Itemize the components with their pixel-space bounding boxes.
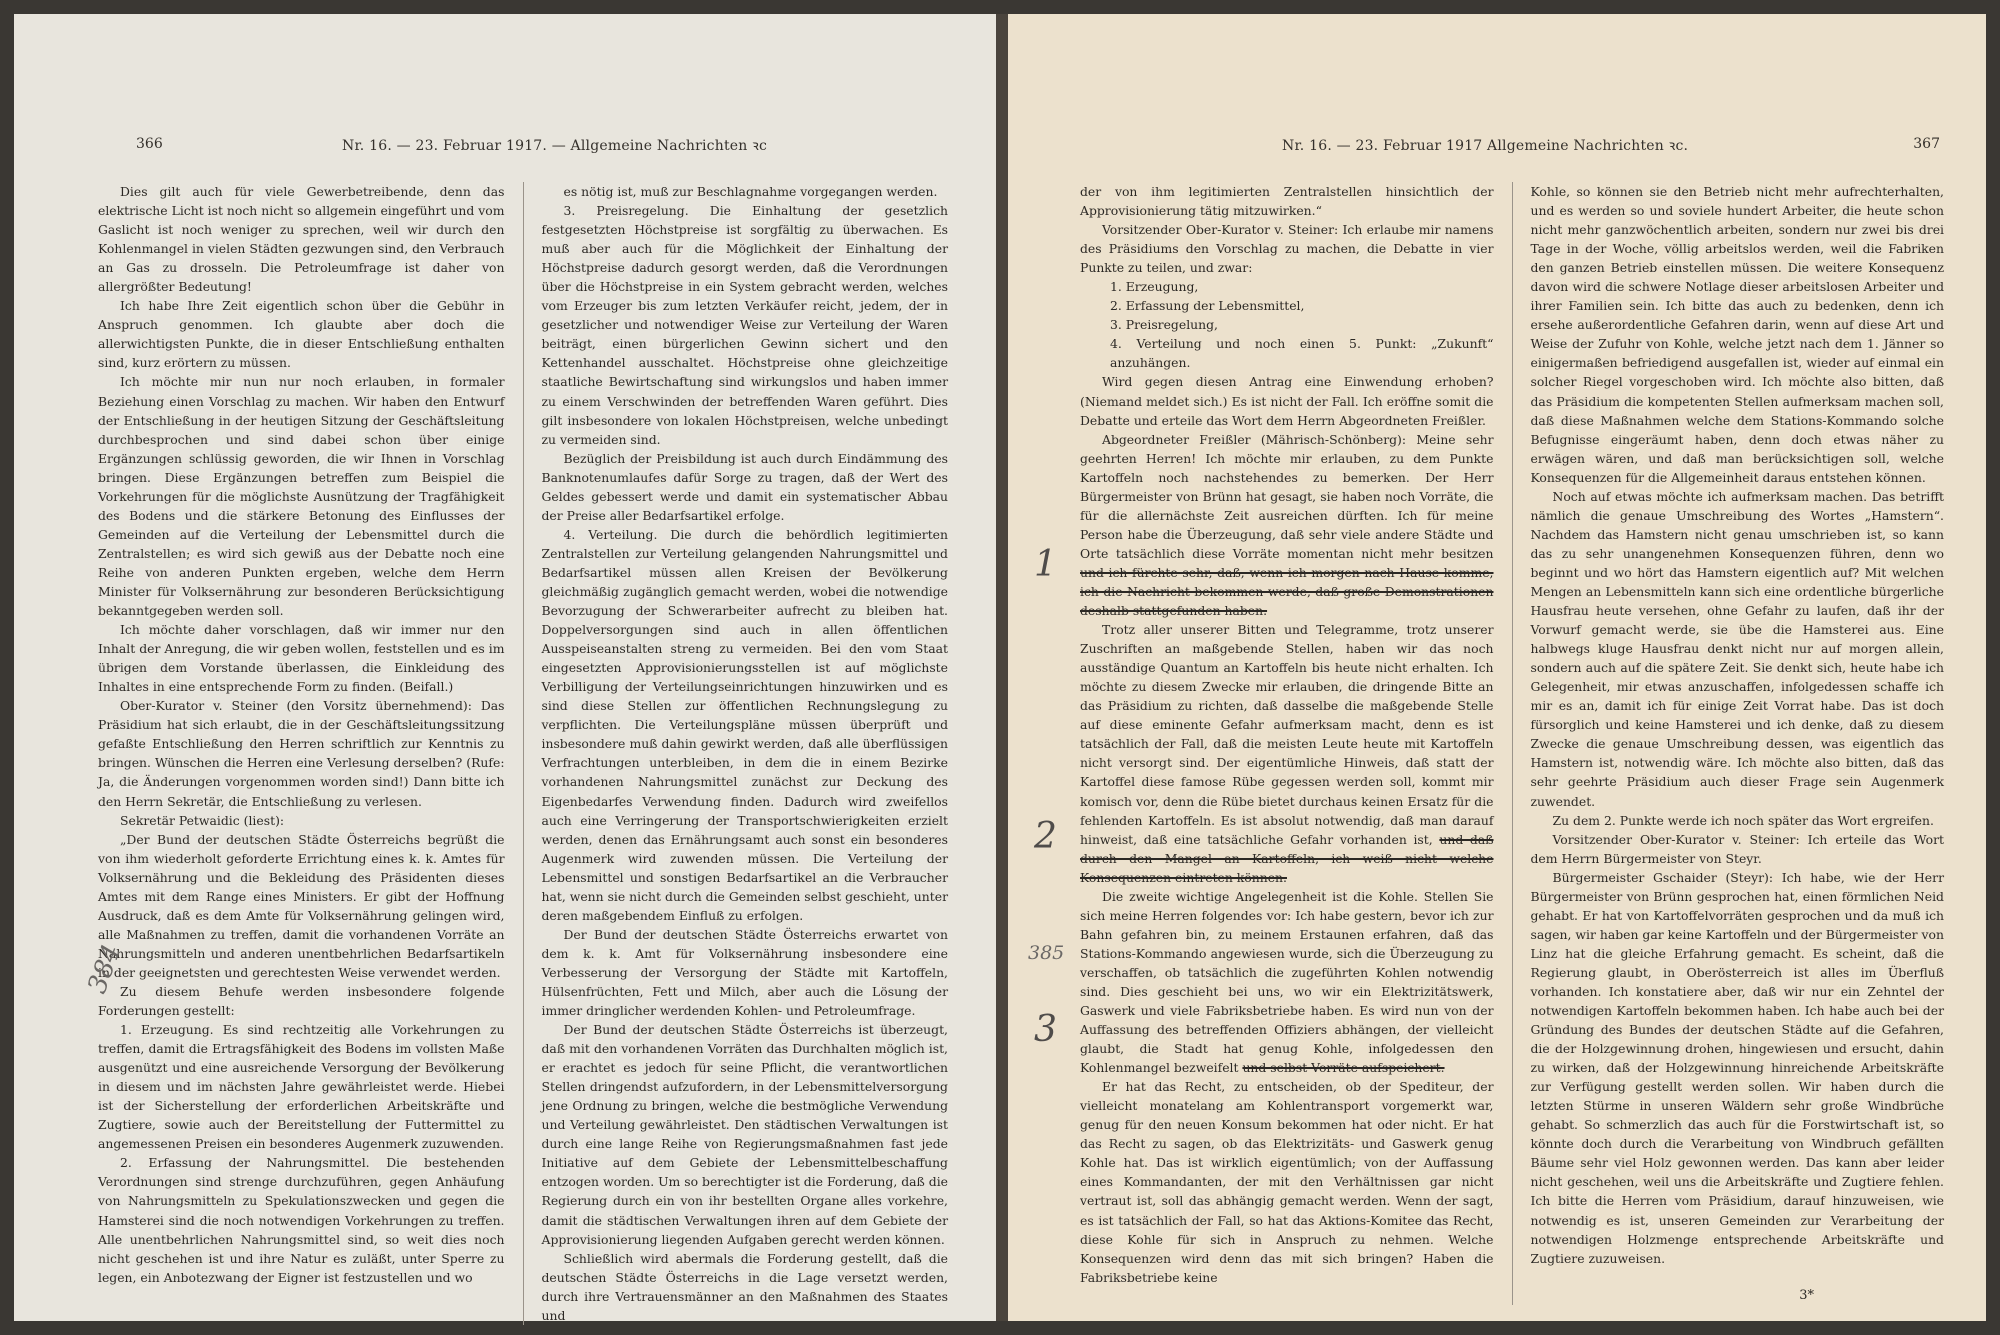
paragraph: Ich möchte daher vorschlagen, daß wir immer nur den Inhalt der Anregung, die wir geben wollen, feststellen und es im übrigen dem Vorstande überlassen, die Einkleidung des Inhaltes in eine entsprechende Form zu finden. (Beifall.): [98, 622, 505, 695]
right-page-header: [1242, 136, 1940, 160]
paragraph: Kohle, so können sie den Betrieb nicht mehr aufrechterhalten, und es werden so und soviele hundert Arbeiter, die heute schon nicht mehr ganzwöchentlich arbeiten, sondern nur zwei bis drei Tage in der Woche, völlig arbeitslos werden, weil die Fabriken den ganzen Betrieb einstellen müssen. Die weitere Konsequenz davon wird die schwere Notlage dieser arbeitslosen Arbeiter und ihrer Familien sein. Ich bitte das auch zu bedenken, denn ich ersehe außerordentliche Gefahren darin, wenn auf diese Art und Weise der Zufuhr von Kohle, welche jetzt nach dem 1. Jänner so einigermaßen befriedigend ausgefallen ist, wieder auf einmal ein solcher Riegel vorgeschoben wird. Ich möchte also bitten, daß das Präsidium die kompetenten Stellen aufmerksam machen soll, daß diese Maßnahmen welche dem Stations-Kommando solche Befugnisse eingeräumt haben, denn doch etwas näher zu erwägen wären, und daß man berücksichtigen soll, welche Konsequenzen für die Allgemeinheit daraus entstehen können.: [1530, 184, 1944, 485]
left-column-1: [98, 182, 505, 1325]
paragraph-text: Trotz aller unserer Bitten und Telegramme, trotz unserer Zuschriften an maßgebende Stellen, haben wir das noch ausständige Quantum an Kartoffeln bis heute nicht erhalten. Ich möchte zu diesem Zwecke mir erlauben, die dringende Bitte an das Präsidium zu richten, daß dasselbe die maßgebende Stelle auf diese eminente Gefahr aufmerksam macht, denn es ist tatsächlich der Fall, daß die meisten Leute heute mit Kartoffeln nicht versorgt sind. Der eigentümliche Hinweis, daß statt der Kartoffel diese famose Rübe gegessen werden soll, kommt mir komisch vor, denn die Rübe bietet durchaus keinen Ersatz für die fehlenden Kartoffeln. Es ist absolut notwendig, daß man darauf hinweist, daß eine tatsächliche Gefahr vorhanden ist,: [1080, 622, 1494, 847]
speaker-line: Sekretär Petwaidic (liest):: [120, 812, 285, 828]
paragraph: 1. Erzeugung. Es sind rechtzeitig alle Vorkehrungen zu treffen, damit die Ertragsfähigkeit des Bodens im vollsten Maße ausgenützt und eine ausreichende Versorgung der Bevölkerung in diesem und im nächsten Jahre gewährleistet werde. Hiebei ist der Sicherstellung der erforderlichen Arbeitskräfte und Zugtiere, sowie auch der Bereitstellung der Futtermittel zu angemessenen Preisen ein besonderes Augenmerk zuzuwenden.: [98, 1022, 505, 1152]
paragraph: [1080, 620, 1494, 887]
column-divider: [523, 182, 524, 1325]
book-gutter: [996, 14, 1008, 1321]
pencil-annotation-3: 3: [1034, 1009, 1057, 1050]
pencil-annotation-2: 2: [1034, 816, 1057, 857]
paragraph: Der Bund der deutschen Städte Österreichs ist überzeugt, daß mit den vorhandenen Vorräten das Durchhalten möglich ist, er erachtet es jedoch für seine Pflicht, die verantwortlichen Stellen dringendst aufzufordern, in der Lebensmittelversorgung jene Ordnung zu bringen, welche die bestmögliche Verwendung und Verteilung gewährleistet. Den städtischen Verwaltungen ist durch eine lange Reihe von Regierungsmaßnahmen fast jede Initiative auf dem Gebiete der Lebensmittelbeschaffung entzogen worden. Um so berechtigter ist die Forderung, daß die Regierung durch ein von ihr bestellten Organe alles vorkehre, damit die städtischen Verwaltungen ihren auf dem Gebiete der Approvisionierung liegenden Aufgaben gerecht werden können.: [541, 1022, 948, 1247]
left-column-2: [542, 182, 949, 1325]
paragraph: Zu diesem Behufe werden insbesondere folgende Forderungen gestellt:: [98, 983, 505, 1019]
left-page-columns: [98, 182, 948, 1325]
right-page-number: 367: [1913, 136, 1940, 152]
paragraph: es nötig ist, muß zur Beschlagnahme vorgegangen werden.: [563, 184, 938, 199]
paragraph: Ich möchte mir nun nur noch erlauben, in formaler Beziehung einen Vorschlag zu machen. Wir haben den Entwurf der Entschließung in der heutigen Sitzung der Geschäftsleitung durchbesprochen und sind dabei schon über einige Ergänzungen schlüssig geworden, die wir Ihnen in Vorschlag bringen. Diese Ergänzungen betreffen zum Beispiel die Vorkehrungen für die möglichste Ausnützung der Tragfähigkeit des Bodens und die stärkere Betonung des Einflusses der Gemeinden auf die Verteilung der Lebensmittel durch die Zentralstellen; es wird sich gewiß aus der Debatte noch eine Reihe von anderen Punkten ergeben, welche dem Herrn Minister für Volksernährung zur besonderen Berücksichtigung bekanntgegeben werden soll.: [98, 374, 505, 619]
paragraph: Schließlich wird abermals die Forderung gestellt, daß die deutschen Städte Österreichs in die Lage versetzt werden, durch ihre Vertrauensmänner an den Maßnahmen des Staates und: [541, 1250, 948, 1323]
list-item: 2. Erfassung der Lebensmittel,: [1110, 298, 1305, 314]
paragraph: 4. Verteilung. Die durch die behördlich legitimierten Zentralstellen zur Verteilung gelangenden Nahrungsmittel und Bedarfsartikel müssen allen Kreisen der Bevölkerung gleichmäßig zugänglich gemacht werden, wobei die notwendige Bevorzugung der Schwerarbeiter aufrecht zu bleiben hat. Doppelversorgungen sind auch in allen öffentlichen Ausspeiseanstalten streng zu vermeiden. Bei den vom Staat eingesetzten Approvisionierungsstellen ist auf möglichste Verbilligung der Verteilungseinrichtungen hinzuwirken und es sind diese Stellen zur öffentlichen Rechnungslegung zu verpflichten. Die Verteilungspläne müssen überprüft und insbesondere muß dahin gewirkt werden, daß alle überflüssigen Verfrachtungen unterbleiben, in dem die in einem Bezirke vorhandenen Nahrungsmittel zunächst zur Deckung des Eigenbedarfes Verwendung finden. Dadurch wird zweifellos auch eine Verringerung der Transportschwierigkeiten erzielt werden, denen das Ernährungsamt auch sonst ein besonderes Augenmerk wird zuwenden müssen. Die Verteilung der Lebensmittel und sonstigen Bedarfsartikel an die Verbraucher hat, wenn sie nicht durch die Gemeinden selbst geschieht, unter deren maßgebendem Einfluß zu erfolgen.: [541, 526, 948, 923]
left-page-header: [52, 136, 942, 160]
left-page: [14, 14, 996, 1321]
margin-note: 384: [82, 940, 128, 998]
scan-spread: [14, 14, 1986, 1321]
paragraph: Bürgermeister Gschaider (Steyr): Ich habe, wie der Herr Bürgermeister von Brünn gesprochen hat, einen förmlichen Neid gehabt. Er hat von Kartoffelvorräten gesprochen und da muß ich sagen, wir haben gar keine Kartoffeln und der Bürgermeister von Linz hat die gleiche Erfahrung gemacht. Es scheint, daß die Regierung glaubt, in Oberösterreich ist alles im Überfluß vorhanden. Ich konstatiere aber, daß wir nur ein Zehntel der notwendigen Kartoffeln bekommen haben. Ich habe auch bei der Gründung des Bundes der deutschen Städte auf die Gefahren, die der Holzgewinnung drohen, hingewiesen und ersucht, dahin zu wirken, daß der Holzgewinnung hinreichende Arbeitskräfte zur Verfügung gestellt werden sollen. Wir haben durch die letzten Stürme in unseren Wäldern sehr große Windbrüche gehabt. So schmerzlich das auch für die Forstwirtschaft ist, so könnte doch durch die Verarbeitung von Windbruch gefällten Bäume sehr viel Holz gewonnen werden. Das kann aber leider nicht geschehen, weil uns die Arbeitskräfte und Zugtiere fehlen. Ich bitte die Herren vom Präsidium, darauf hinzuweisen, wie notwendig es ist, unseren Gemeinden zur Verarbeitung der notwendigen Holzmenge entsprechende Arbeitskräfte und Zugtiere zuzuweisen.: [1530, 869, 1944, 1266]
list-item: 3. Preisregelung,: [1110, 317, 1218, 333]
list-item: 4. Verteilung und noch einen 5. Punkt: „Zukunft“ anzuhängen.: [1110, 336, 1494, 371]
left-page-number: 366: [136, 136, 163, 152]
paragraph: „Der Bund der deutschen Städte Österreichs begrüßt die von ihm wiederholt geforderte Errichtung eines k. k. Amtes für Volksernährung und die Bekleidung des Präsidenten dieses Amtes mit dem Range eines Ministers. Er gibt der Hoffnung Ausdruck, daß es dem Amte für Volksernährung gelingen wird, alle Maßnahmen zu treffen, damit die vorhandenen Vorräte an Nahrungsmitteln und anderen unentbehrlichen Bedarfsartikeln in der geeignetsten und gerechtesten Weise verwendet werden.: [98, 831, 505, 980]
paragraph: Wird gegen diesen Antrag eine Einwendung erhoben? (Niemand meldet sich.) Es ist nicht der Fall. Ich eröffne somit die Debatte und erteile das Wort dem Herrn Abgeordneten Freißler.: [1080, 374, 1494, 428]
struck-text: und daß durch den Mangel an Kartoffeln, ich weiß nicht welche Konsequenzen eintreten können.: [1080, 831, 1494, 885]
column-divider: [1512, 182, 1513, 1305]
list-item: 1. Erzeugung,: [1110, 279, 1199, 295]
paragraph: Er hat das Recht, zu entscheiden, ob der Spediteur, der vielleicht monatelang am Kohlentransport vorgemerkt war, genug für den neuen Konsum bekommen hat oder nicht. Er hat das Recht zu sagen, ob das Elektrizitäts- und Gaswerk genug Kohle hat. Das ist wirklich eigentümlich; von der Auffassung eines Kommandanten, der mit den Verhältnissen gar nicht vertraut ist, soll das abhängig gemacht werden. Wenn der sagt, es ist tatsächlich der Fall, so hat das Aktions-Komitee das Recht, diese Kohle für sich in Anspruch zu nehmen. Welche Konsequenzen wird denn das mit sich bringen? Haben die Fabriksbetriebe keine: [1080, 1079, 1494, 1285]
right-column-2: [1531, 182, 1945, 1305]
paragraph-text: Abgeordneter Freißler (Mährisch-Schönberg): Meine sehr geehrten Herren! Ich möchte mir erlauben, zu dem Punkte Kartoffeln noch nachstehendes zu bemerken. Der Herr Bürgermeister von Brünn hat gesagt, sie haben noch Vorräte, die für die allernächste Zeit ausreichen dürften. Ich für meine Person habe die Überzeugung, daß sehr viele andere Städte und Orte tatsächlich diese Vorräte momentan nicht mehr besitzen: [1080, 431, 1494, 561]
right-page-running-title: Nr. 16. — 23. Februar 1917 Allgemeine Nachrichten ꝛc.: [1282, 138, 1689, 154]
right-page-columns: [1080, 182, 1944, 1305]
paragraph: Der Bund der deutschen Städte Österreichs erwartet von dem k. k. Amt für Volksernährung insbesondere eine Verbesserung der Versorgung der Städte mit Kartoffeln, Hülsenfrüchten, Fett und Milch, aber auch die Lösung der immer dringlicher werdenden Kohlen- und Petroleumfrage.: [541, 926, 948, 1019]
pencil-annotation-1: 1: [1034, 544, 1057, 585]
paragraph: Vorsitzender Ober-Kurator v. Steiner: Ich erteile das Wort dem Herrn Bürgermeister von Steyr.: [1530, 831, 1944, 866]
paragraph: der von ihm legitimierten Zentralstellen hinsichtlich der Approvisionierung tätig mitzuwirken.“: [1080, 184, 1494, 219]
paragraph: Vorsitzender Ober-Kurator v. Steiner: Ich erlaube mir namens des Präsidiums den Vorschlag zu machen, die Debatte in vier Punkte zu teilen, und zwar:: [1080, 222, 1494, 276]
struck-text: und ich fürchte sehr, daß, wenn ich morgen nach Hause komme, ich die Nachricht bekommen werde, daß große Demonstrationen deshalb stattgefunden haben.: [1080, 564, 1494, 619]
paragraph: 3. Preisregelung. Die Einhaltung der gesetzlich festgesetzten Höchstpreise ist sorgfältig zu überwachen. Es muß aber auch für die Möglichkeit der Einhaltung der Höchstpreise dadurch gesorgt werden, daß die Verordnungen über die Höchstpreise in ein System gebracht werden, welches vom Erzeuger bis zum letzten Verkäufer reicht, jedem, der in gesetzlicher und notwendiger Weise zur Verteilung der Waren beiträgt, einen bürgerlichen Gewinn sichert und den Kettenhandel ausschaltet. Höchstpreise ohne gleichzeitige staatliche Bewirtschaftung sind wirkungslos und haben immer zu einem Verschwinden der betreffenden Waren geführt. Dies gilt insbesondere von lokalen Höchstpreisen, welche unbedingt zu vermeiden sind.: [541, 203, 948, 447]
left-page-running-title: Nr. 16. — 23. Februar 1917. — Allgemeine Nachrichten ꝛc: [342, 138, 767, 154]
paragraph-text: Die zweite wichtige Angelegenheit ist die Kohle. Stellen Sie sich meine Herren folgendes vor: Ich habe gestern, bevor ich zur Bahn gefahren bin, zu meinem Erstaunen erfahren, daß das Stations-Kommando angewiesen wurde, sich die Überzeugung zu verschaffen, ob tatsächlich die zugeführten Kohlen notwendig sind. Dies geschieht bei uns, wo wir ein Elektrizitätswerk, Gaswerk und viele Fabriksbetriebe haben. Es wird nun von der Auffassung des betreffenden Offiziers abhängen, der vielleicht glaubt, die Stadt hat genug Kohle, infolgedessen den Kohlenmangel bezweifelt: [1080, 888, 1494, 1076]
paragraph: Dies gilt auch für viele Gewerbetreibende, denn das elektrische Licht ist noch nicht so allgemein eingeführt und vom Gaslicht ist noch weniger zu sprechen, weil wir durch den Kohlenmangel in vielen Städten gezwungen sind, den Verbrauch an Gas zu drosseln. Die Petroleumfrage ist daher von allergrößter Bedeutung!: [98, 184, 505, 295]
pencil-note: 385: [1028, 942, 1065, 964]
paragraph: Zu dem 2. Punkte werde ich noch später das Wort ergreifen.: [1552, 812, 1934, 828]
paragraph: [1080, 887, 1494, 1077]
paragraph: Bezüglich der Preisbildung ist auch durch Eindämmung des Banknotenumlaufes dafür Sorge zu tragen, daß der Wert des Geldes gebessert werde und damit ein systematischer Abbau der Preise aller Bedarfsartikel erfolge.: [541, 450, 948, 523]
paragraph: Noch auf etwas möchte ich aufmerksam machen. Das betrifft nämlich die genaue Umschreibung des Wortes „Hamstern“. Nachdem das Hamstern nicht genau umschrieben ist, so kann das zu sehr unangenehmen Konsequenzen führen, denn wo beginnt und wo hört das Hamstern eigentlich auf? Mit welchen Mengen an Lebensmitteln kann sich eine ordentliche bürgerliche Hausfrau heute versehen, ohne Gefahr zu laufen, daß ihr der Vorwurf gemacht werde, sie übe die Hamsterei aus. Eine halbwegs kluge Hausfrau denkt nicht nur auf morgen allein, sondern auch auf die spätere Zeit. Sie denkt sich, heute habe ich Gelegenheit, mir etwas anzuschaffen, infolgedessen schaffe ich mir es an, damit ich für einige Zeit Vorrat habe. Das ist doch fürsorglich und keine Hamsterei und ich denke, daß zu diesem Zwecke die genaue Umschreibung dessen, was eigentlich das Hamstern ist, notwendig wäre. Ich möchte also bitten, daß das sehr geehrte Präsidium auch dieser Frage sein Augenmerk zuwendet.: [1530, 488, 1944, 809]
paragraph: [1080, 430, 1494, 620]
paragraph: 2. Erfassung der Nahrungsmittel. Die bestehenden Verordnungen sind strenge durchzuführen, gegen Anhäufung von Nahrungsmitteln zu Spekulationszwecken und gegen die Hamsterei sind die noch notwendigen Vorkehrungen zu treffen. Alle unentbehrlichen Nahrungsmittel sind, so weit dies noch nicht geschehen ist und ihre Natur es zuläßt, unter Sperre zu legen, ein Anbotezwang der Eigner ist festzustellen und wo: [98, 1155, 505, 1285]
struck-text: und selbst Vorräte aufspeichert.: [1242, 1060, 1445, 1076]
right-page: [1008, 14, 1986, 1321]
paragraph: Ober-Kurator v. Steiner (den Vorsitz übernehmend): Das Präsidium hat sich erlaubt, die in der Geschäftsleitungssitzung gefaßte Entschließung den Herren schriftlich zur Kenntnis zu bringen. Wünschen die Herren eine Verlesung derselben? (Rufe: Ja, die Änderungen vorgenommen worden sind!) Dann bitte ich den Herrn Sekretär, die Entschließung zu verlesen.: [98, 698, 505, 809]
signature-mark: 3*: [1799, 1287, 1814, 1303]
paragraph: Ich habe Ihre Zeit eigentlich schon über die Gebühr in Anspruch genommen. Ich glaubte aber doch die allerwichtigsten Punkte, die in dieser Entschließung enthalten sind, kurz erörtern zu müssen.: [98, 298, 505, 371]
right-column-1: [1080, 182, 1494, 1305]
